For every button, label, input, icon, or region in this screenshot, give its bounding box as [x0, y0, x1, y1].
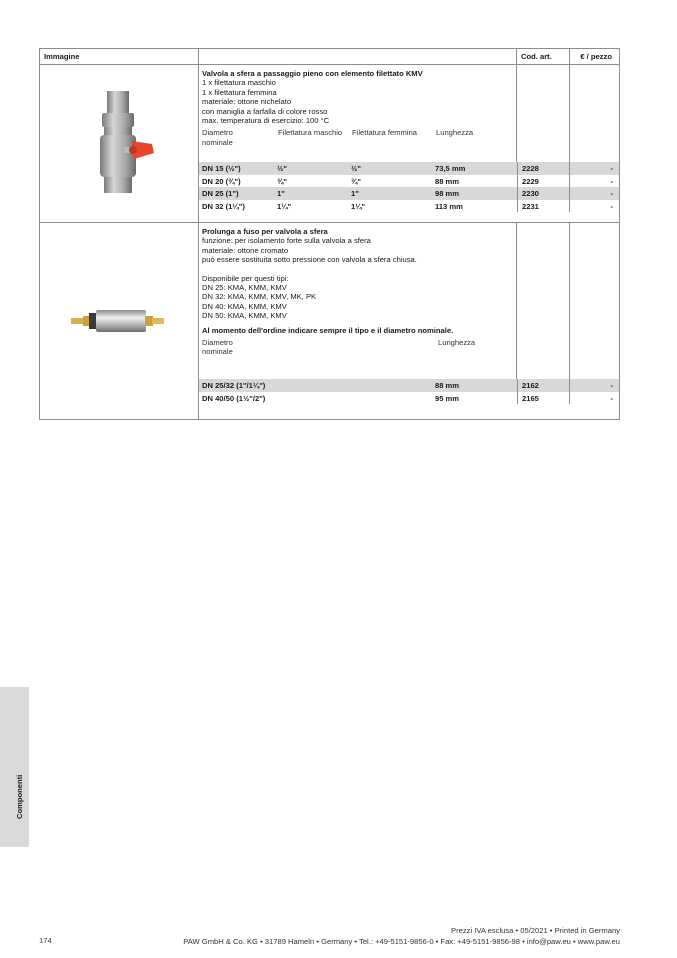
- header-code: Cod. art.: [517, 49, 570, 64]
- article-code: 2231: [517, 200, 570, 213]
- order-note: Al momento dell'ordine indicare sempre il tipo e il diametro nominale.: [202, 325, 454, 335]
- price: -: [610, 176, 613, 186]
- table-row: DN 40/50 (1½"/2") 95 mm 2165 -: [199, 392, 619, 405]
- available-item: DN 40: KMA, KMM, KMV: [202, 301, 287, 311]
- spindle-extension-rows: [199, 379, 619, 419]
- spindle-extension-image: [40, 223, 199, 419]
- header-image: Immagine: [40, 49, 199, 64]
- col-length: Lunghezza: [436, 128, 474, 138]
- available-item: DN 50: KMA, KMM, KMV: [202, 311, 287, 321]
- available-item: DN 25: KMA, KMM, KMV: [202, 283, 287, 293]
- available-title: Disponibile per questi tipi:: [202, 273, 289, 283]
- spindle-extension-title: Prolunga a fuso per valvola a sfera: [202, 227, 328, 236]
- column-headings: [202, 338, 513, 357]
- spindle-extension-picture: [69, 301, 169, 341]
- ball-valve-image: [40, 65, 199, 222]
- footer-line-2: PAW GmbH & Co. KG • 31789 Hameln • Germany • Tel.: +49-5151-9856-0 • Fax: +49-5151-9856-98 • info@paw.eu • www.paw.eu: [183, 937, 620, 946]
- product-table: [39, 48, 620, 420]
- price: -: [610, 189, 613, 198]
- article-code: 2229: [517, 175, 570, 188]
- column-headings: [202, 128, 513, 147]
- page-number: 174: [39, 936, 52, 945]
- product-ball-valve: [40, 65, 619, 223]
- spec-line: materiale: ottone nichelato: [202, 97, 292, 107]
- price: -: [610, 381, 613, 390]
- spec-line: può essere sostituita sotto pressione con valvola a sfera chiusa.: [202, 255, 417, 265]
- table-row: DN 15 (½") ½" ½" 73,5 mm 2228 -: [199, 162, 619, 175]
- table-row: DN 20 (¾") ¾" ¾" 88 mm 2229 -: [199, 175, 619, 188]
- article-code: 2230: [517, 187, 570, 200]
- table-row: DN 32 (1¼") 1¼" 1¼" 113 mm 2231 -: [199, 200, 619, 213]
- price: -: [610, 201, 613, 211]
- available-item: DN 32: KMA, KMM, KMV, MK, PK: [202, 292, 317, 302]
- col-female: Filettatura femmina: [352, 128, 417, 138]
- col-dn: Diametro nominale: [202, 338, 233, 357]
- spindle-extension-description: [199, 223, 517, 379]
- ball-valve-rows: [199, 162, 619, 222]
- table-row: DN 25 (1") 1" 1" 98 mm 2230 -: [199, 187, 619, 200]
- article-code: 2228: [517, 162, 570, 175]
- ball-valve-description: [199, 65, 517, 162]
- table-header: [40, 49, 619, 65]
- page-footer: [183, 925, 620, 947]
- section-tab: [0, 687, 29, 847]
- spec-line: funzione: per isolamento forte sulla valvola a sfera: [202, 236, 371, 246]
- ball-valve-picture: [74, 89, 164, 199]
- spec-line: 1 x filettatura maschio: [202, 78, 276, 88]
- product-spindle-extension: [40, 223, 619, 419]
- ball-valve-title: Valvola a sfera a passaggio pieno con elemento filettato KMV: [202, 69, 423, 78]
- section-tab-label: Componenti: [15, 774, 24, 819]
- article-code: 2165: [517, 392, 570, 405]
- spec-line: con maniglia a farfalla di colore rosso: [202, 106, 328, 116]
- price: -: [610, 164, 613, 173]
- footer-line-1: Prezzi IVA esclusa • 05/2021 • Printed in Germany: [451, 926, 620, 935]
- price: -: [610, 393, 613, 403]
- spec-line: materiale: ottone cromato: [202, 245, 289, 255]
- col-male: Filettatura maschio: [278, 128, 343, 138]
- article-code: 2162: [517, 379, 570, 392]
- header-description: [199, 49, 517, 64]
- table-row: DN 25/32 (1"/1¼") 88 mm 2162 -: [199, 379, 619, 392]
- spec-line: max. temperatura di esercizio: 100 °C: [202, 116, 330, 126]
- header-price: € / pezzo: [580, 52, 612, 61]
- col-dn: Diametro nominale: [202, 128, 233, 147]
- spec-line: 1 x filettatura femmina: [202, 87, 277, 97]
- col-length: Lunghezza: [438, 338, 476, 348]
